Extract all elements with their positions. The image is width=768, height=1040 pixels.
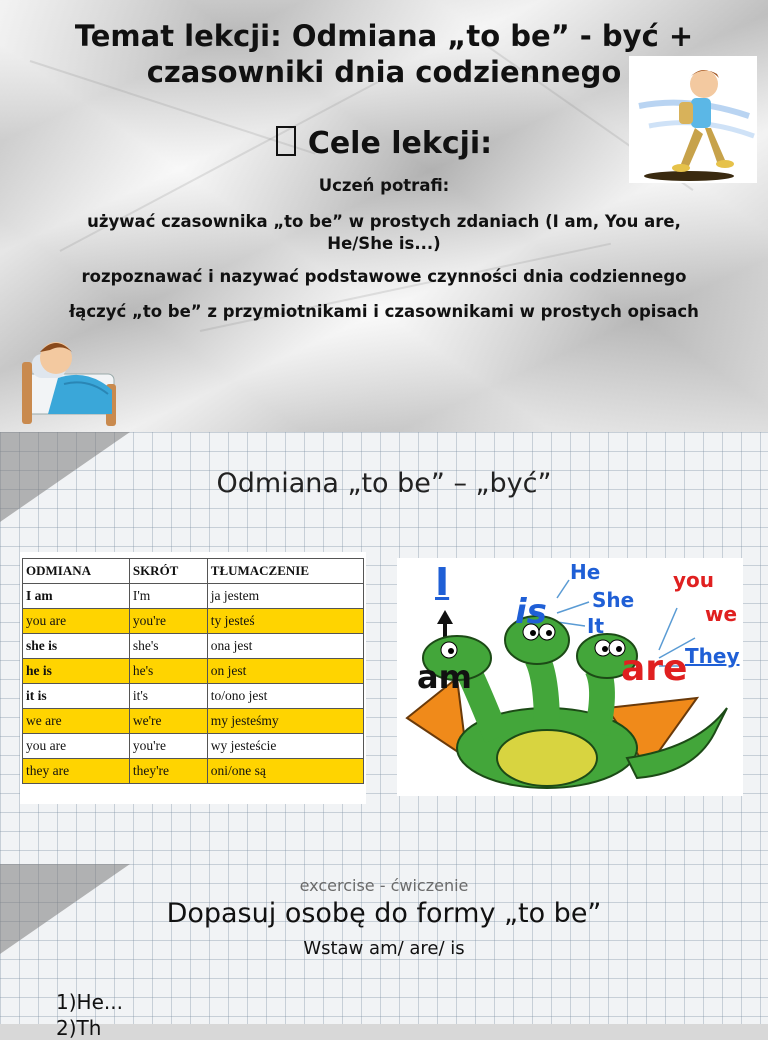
slide-exercise bbox=[0, 864, 768, 1040]
table-header-row bbox=[23, 559, 364, 584]
table-cell: we are bbox=[23, 709, 130, 734]
table-cell: she is bbox=[23, 634, 130, 659]
table-cell: you are bbox=[23, 734, 130, 759]
label-she: She bbox=[592, 588, 635, 612]
exercise-item-1: 1)He... bbox=[56, 990, 123, 1014]
goal-2: rozpoznawać i nazywać podstawowe czynności dnia codziennego bbox=[81, 267, 687, 286]
goals-heading-text: Cele lekcji: bbox=[307, 126, 493, 161]
goal-1-line1: używać czasownika „to be” w prostych zdaniach (I am, You are, bbox=[87, 212, 681, 231]
missing-glyph-icon bbox=[276, 126, 296, 156]
table-cell: you're bbox=[129, 609, 207, 634]
table-row bbox=[23, 684, 364, 709]
goal-1-line2: He/She is...) bbox=[327, 234, 441, 253]
table-header: TŁUMACZENIE bbox=[207, 559, 363, 584]
conjugation-table-image bbox=[20, 552, 366, 804]
table-row bbox=[23, 634, 364, 659]
table-cell: oni/one są bbox=[207, 759, 363, 784]
label-he: He bbox=[570, 560, 601, 584]
label-is: is bbox=[515, 592, 547, 632]
label-we: we bbox=[705, 602, 738, 626]
exercise-subtitle: Wstaw am/ are/ is bbox=[303, 938, 465, 959]
table-cell: I'm bbox=[129, 584, 207, 609]
three-headed-dragon-image bbox=[397, 558, 743, 796]
table-cell: I am bbox=[23, 584, 130, 609]
label-am: am bbox=[417, 658, 472, 696]
table-cell: we're bbox=[129, 709, 207, 734]
lesson-title-line1: Temat lekcji: Odmiana „to be” - być + bbox=[74, 19, 694, 53]
goal-3: łączyć „to be” z przymiotnikami i czasownikami w prostych opisach bbox=[69, 302, 699, 321]
conjugation-table bbox=[22, 558, 364, 784]
table-cell: ona jest bbox=[207, 634, 363, 659]
table-cell: you are bbox=[23, 609, 130, 634]
table-cell: they're bbox=[129, 759, 207, 784]
exercise-label: excercise - ćwiczenie bbox=[299, 876, 469, 895]
goals-intro: Uczeń potrafi: bbox=[318, 176, 450, 195]
table-cell: on jest bbox=[207, 659, 363, 684]
sleeping-child-image bbox=[18, 334, 120, 432]
table-cell: he is bbox=[23, 659, 130, 684]
table-row bbox=[23, 659, 364, 684]
label-i: I bbox=[435, 560, 450, 604]
table-row bbox=[23, 759, 364, 784]
table-header: ODMIANA bbox=[23, 559, 130, 584]
slide-lesson-goals bbox=[0, 0, 768, 432]
goals-heading bbox=[0, 126, 768, 161]
table-cell: it's bbox=[129, 684, 207, 709]
table-cell: she's bbox=[129, 634, 207, 659]
walking-boy-image bbox=[629, 56, 757, 183]
slide-to-be-conjugation bbox=[0, 432, 768, 864]
label-are: are bbox=[621, 648, 688, 689]
table-row bbox=[23, 709, 364, 734]
label-you: you bbox=[673, 568, 715, 592]
table-cell: you're bbox=[129, 734, 207, 759]
table-row bbox=[23, 734, 364, 759]
table-row bbox=[23, 584, 364, 609]
table-row bbox=[23, 609, 364, 634]
table-cell: to/ono jest bbox=[207, 684, 363, 709]
conjugation-title: Odmiana „to be” – „być” bbox=[216, 468, 552, 499]
table-cell: he's bbox=[129, 659, 207, 684]
exercise-item-2: 2)Th bbox=[56, 1016, 102, 1040]
table-cell: ja jestem bbox=[207, 584, 363, 609]
table-cell: my jesteśmy bbox=[207, 709, 363, 734]
table-header: SKRÓT bbox=[129, 559, 207, 584]
label-it: It bbox=[587, 614, 605, 638]
lesson-title-line2: czasowniki dnia codziennego bbox=[146, 55, 622, 89]
exercise-title: Dopasuj osobę do formy „to be” bbox=[166, 898, 602, 929]
label-they: They bbox=[685, 644, 740, 668]
table-cell: ty jesteś bbox=[207, 609, 363, 634]
table-cell: they are bbox=[23, 759, 130, 784]
table-cell: wy jesteście bbox=[207, 734, 363, 759]
goal-1 bbox=[0, 211, 768, 255]
table-cell: it is bbox=[23, 684, 130, 709]
